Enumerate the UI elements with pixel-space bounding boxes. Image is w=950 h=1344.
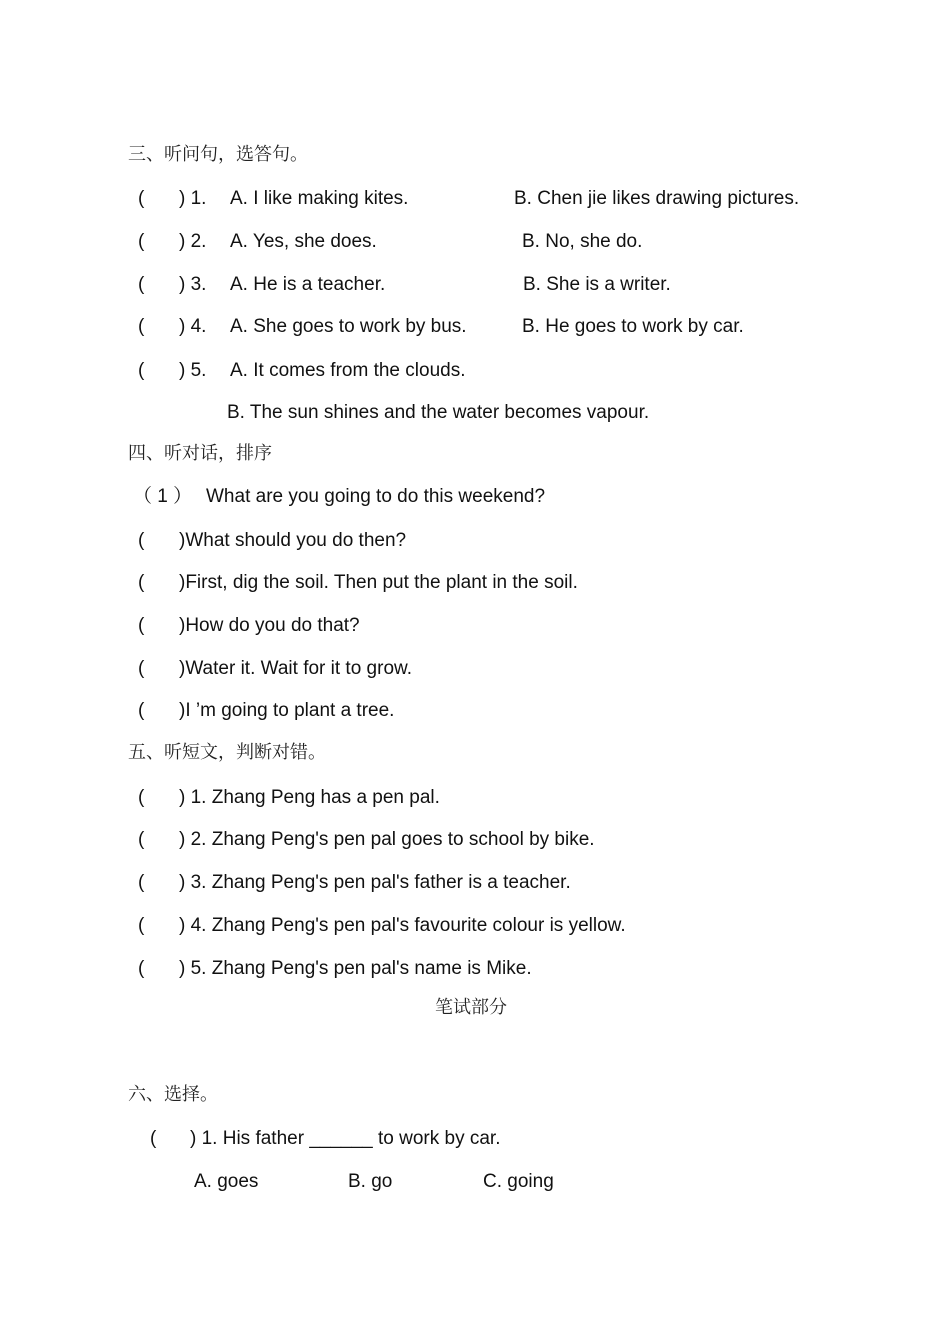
option-b: B. She is a writer.	[523, 274, 671, 295]
statement: ) 3. Zhang Peng's pen pal's father is a teacher.	[179, 872, 571, 893]
written-heading-text: 笔试部分	[435, 997, 507, 1018]
sec3-question-5-option-b: B. The sun shines and the water becomes vapour.	[227, 402, 650, 423]
answer-paren[interactable]: (	[138, 274, 145, 295]
answer-paren[interactable]: (	[138, 316, 145, 337]
option-a: A. goes	[194, 1171, 259, 1192]
section-3-title: 三、听问句，选答句。	[128, 144, 308, 165]
dialog-line: )I ’m going to plant a tree.	[179, 700, 395, 721]
dialog-line: )How do you do that?	[179, 615, 360, 636]
answer-paren[interactable]: (	[138, 231, 145, 252]
section-4-title: 四、听对话，排序	[128, 443, 272, 464]
question-number: ) 3.	[179, 274, 207, 295]
option-b: B. He goes to work by car.	[522, 316, 744, 337]
question-number: ) 2.	[179, 231, 207, 252]
judge-paren[interactable]: (	[138, 872, 145, 893]
order-paren: （ 1 ）	[133, 486, 193, 507]
option-a: A. He is a teacher.	[230, 274, 386, 295]
dialog-line: )What should you do then?	[179, 530, 407, 551]
option-b: B. No, she do.	[522, 231, 643, 252]
dialog-line: )First, dig the soil. Then put the plant in the soil.	[179, 572, 578, 593]
option-b: B. go	[348, 1171, 393, 1192]
question-number: ) 5.	[179, 360, 207, 381]
option-a: A. It comes from the clouds.	[230, 360, 466, 381]
statement: ) 2. Zhang Peng's pen pal goes to school by bike.	[179, 829, 595, 850]
option-a: A. She goes to work by bus.	[230, 316, 467, 337]
judge-paren[interactable]: (	[138, 829, 145, 850]
question-number: ) 4.	[179, 316, 207, 337]
statement: ) 4. Zhang Peng's pen pal's favourite colour is yellow.	[179, 915, 626, 936]
answer-paren[interactable]: (	[150, 1128, 157, 1149]
dialog-line: )Water it. Wait for it to grow.	[179, 658, 412, 679]
question-number: ) 1.	[179, 188, 207, 209]
section-6-title: 六、选择。	[128, 1084, 218, 1105]
statement: ) 5. Zhang Peng's pen pal's name is Mike.	[179, 958, 532, 979]
judge-paren[interactable]: (	[138, 958, 145, 979]
answer-paren[interactable]: (	[138, 360, 145, 381]
section-5-title: 五、听短文，判断对错。	[128, 742, 326, 763]
option-a: A. Yes, she does.	[230, 231, 377, 252]
judge-paren[interactable]: (	[138, 915, 145, 936]
order-paren[interactable]: (	[138, 615, 145, 636]
order-paren[interactable]: (	[138, 700, 145, 721]
order-paren[interactable]: (	[138, 530, 145, 551]
statement: ) 1. Zhang Peng has a pen pal.	[179, 787, 440, 808]
question-text: ) 1. His father ______ to work by car.	[190, 1128, 501, 1149]
written-section-heading	[0, 996, 950, 1020]
answer-paren[interactable]: (	[138, 188, 145, 209]
order-paren[interactable]: (	[138, 572, 145, 593]
order-paren[interactable]: (	[138, 658, 145, 679]
judge-paren[interactable]: (	[138, 787, 145, 808]
option-a: A. I like making kites.	[230, 188, 409, 209]
option-b: B. Chen jie likes drawing pictures.	[514, 188, 800, 209]
option-c: C. going	[483, 1171, 554, 1192]
dialog-line: What are you going to do this weekend?	[206, 486, 546, 507]
